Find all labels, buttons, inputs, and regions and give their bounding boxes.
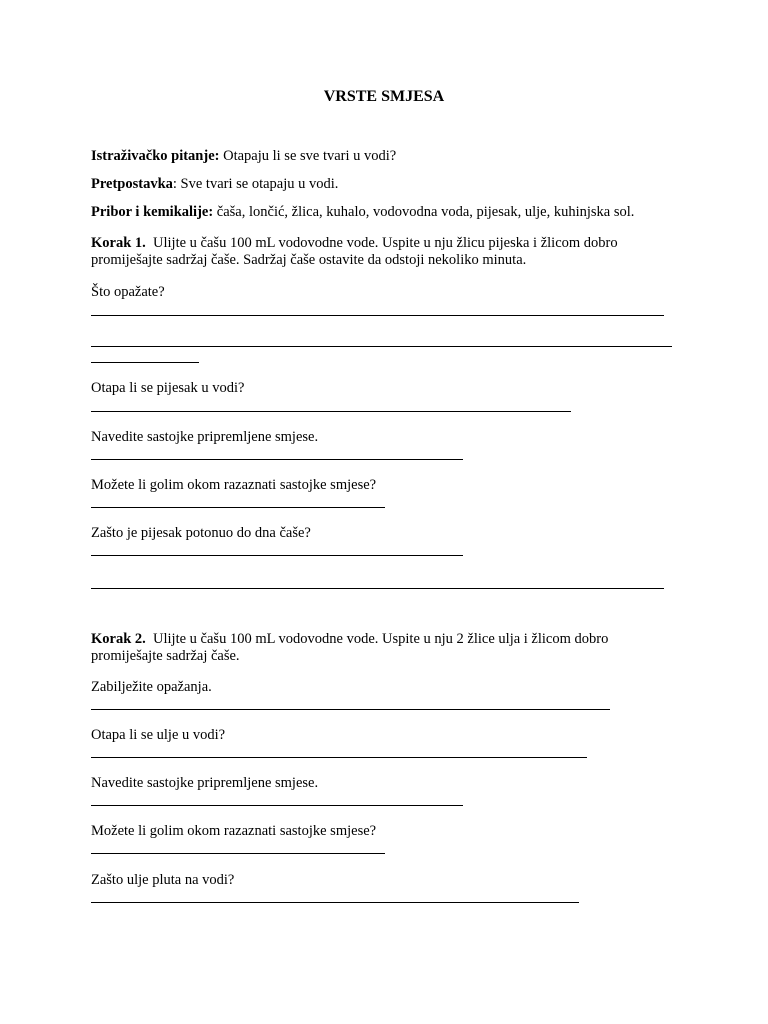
materials-text: čaša, lončić, žlica, kuhalo, vodovodna voda, pijesak, ulje, kuhinjska sol. — [213, 204, 635, 220]
step1-instruction — [91, 235, 618, 252]
answer-line[interactable] — [91, 853, 385, 854]
research-question-label: Istraživačko pitanje: — [91, 148, 220, 164]
answer-line[interactable] — [91, 555, 463, 556]
step1-question-3: Navedite sastojke pripremljene smjese. — [91, 429, 319, 445]
step1-instruction-line1: Ulijte u čašu 100 mL vodovodne vode. Uspite u nju žlicu pijeska i žlicom dobro — [145, 235, 618, 251]
step1-label: Korak 1. — [91, 235, 146, 251]
step2-instruction-line1: Ulijte u čašu 100 mL vodovodne vode. Uspite u nju 2 žlice ulja i žlicom dobro — [145, 631, 609, 647]
answer-line[interactable] — [91, 757, 587, 758]
step2-instruction — [91, 631, 608, 648]
step2-label: Korak 2. — [91, 631, 146, 647]
answer-line[interactable] — [91, 459, 463, 460]
answer-line[interactable] — [91, 902, 579, 903]
step2-question-3: Navedite sastojke pripremljene smjese. — [91, 775, 319, 791]
materials-label: Pribor i kemikalije: — [91, 204, 214, 220]
step2-instruction-line2: promiješajte sadržaj čaše. — [91, 648, 240, 664]
answer-line[interactable] — [91, 805, 463, 806]
materials — [91, 204, 634, 221]
step2-question-2: Otapa li se ulje u vodi? — [91, 727, 226, 743]
hypothesis — [91, 176, 338, 193]
step2-question-5: Zašto ulje pluta na vodi? — [91, 872, 235, 888]
answer-line[interactable] — [91, 315, 664, 316]
answer-line[interactable] — [91, 507, 385, 508]
page-title: VRSTE SMJESA — [323, 88, 445, 105]
answer-line[interactable] — [91, 346, 672, 347]
step1-question-2: Otapa li se pijesak u vodi? — [91, 380, 245, 396]
answer-line[interactable] — [91, 588, 664, 589]
hypothesis-label: Pretpostavka — [91, 176, 173, 192]
step2-question-1: Zabilježite opažanja. — [91, 679, 212, 695]
answer-line[interactable] — [91, 709, 610, 710]
step2-question-4: Možete li golim okom razaznati sastojke smjese? — [91, 823, 377, 839]
hypothesis-text: : Sve tvari se otapaju u vodi. — [172, 176, 339, 192]
step1-instruction-line2: promiješajte sadržaj čaše. Sadržaj čaše ostavite da odstoji nekoliko minuta. — [91, 252, 527, 268]
answer-line[interactable] — [91, 362, 199, 363]
answer-line[interactable] — [91, 411, 571, 412]
research-question-text: Otapaju li se sve tvari u vodi? — [219, 148, 397, 164]
research-question — [91, 148, 396, 165]
step1-question-1: Što opažate? — [91, 284, 165, 300]
step1-question-4: Možete li golim okom razaznati sastojke smjese? — [91, 477, 377, 493]
step1-question-5: Zašto je pijesak potonuo do dna čaše? — [91, 525, 311, 541]
